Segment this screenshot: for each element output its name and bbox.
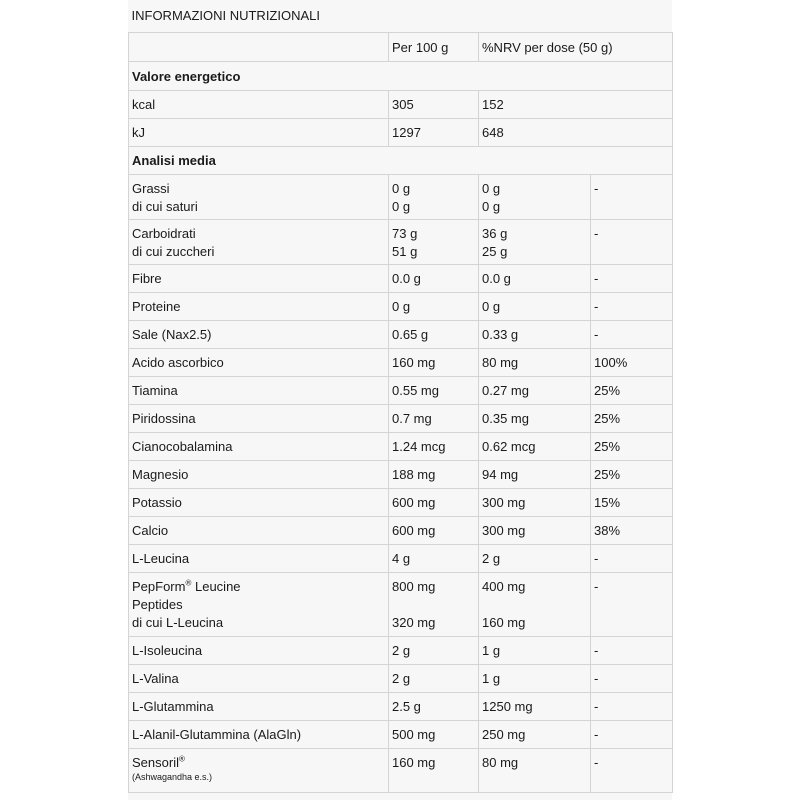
row-per100: 0.65 g <box>389 320 479 348</box>
table-row <box>129 748 673 792</box>
nutrition-table <box>128 0 673 793</box>
row-name: L-Isoleucina <box>129 636 389 664</box>
table-row <box>129 636 673 664</box>
row-name: PepForm® Leucine Peptides di cui L-Leucina <box>129 572 389 636</box>
row-name: kJ <box>129 118 389 146</box>
row-dose: 0.33 g <box>479 320 591 348</box>
table-title: INFORMAZIONI NUTRIZIONALI <box>129 0 673 32</box>
row-name: Sensoril® (Ashwagandha e.s.) <box>129 748 389 792</box>
section-energy: Valore energetico <box>129 61 673 90</box>
row-name: Proteine <box>129 292 389 320</box>
table-row <box>129 219 673 264</box>
row-pct: 25% <box>591 404 673 432</box>
table-row <box>129 432 673 460</box>
table-row <box>129 516 673 544</box>
row-pct: - <box>591 720 673 748</box>
row-per100: 4 g <box>389 544 479 572</box>
row-pct: 25% <box>591 376 673 404</box>
row-pct: 25% <box>591 460 673 488</box>
row-name: Carboidrati di cui zuccheri <box>129 219 389 264</box>
table-row <box>129 292 673 320</box>
row-per100: 800 mg 320 mg <box>389 572 479 636</box>
row-pct: 25% <box>591 432 673 460</box>
row-dose: 1 g <box>479 664 591 692</box>
row-per100: 0.7 mg <box>389 404 479 432</box>
row-name: L-Valina <box>129 664 389 692</box>
row-dose: 0.35 mg <box>479 404 591 432</box>
row-name: Potassio <box>129 488 389 516</box>
row-per100: 2.5 g <box>389 692 479 720</box>
row-dose: 0.62 mcg <box>479 432 591 460</box>
row-dose: 0 g 0 g <box>479 174 591 219</box>
row-dose: 400 mg 160 mg <box>479 572 591 636</box>
row-per100: 305 <box>389 90 479 118</box>
row-name: Grassi di cui saturi <box>129 174 389 219</box>
column-header-nrv: %NRV per dose (50 g) <box>479 32 673 61</box>
column-header-per100: Per 100 g <box>389 32 479 61</box>
row-name: Cianocobalamina <box>129 432 389 460</box>
table-row <box>129 720 673 748</box>
table-row <box>129 90 673 118</box>
row-name: Fibre <box>129 264 389 292</box>
table-row <box>129 348 673 376</box>
row-dose: 152 <box>479 90 673 118</box>
row-dose: 1250 mg <box>479 692 591 720</box>
row-per100: 0.55 mg <box>389 376 479 404</box>
table-row <box>129 264 673 292</box>
table-row <box>129 572 673 636</box>
table-row <box>129 692 673 720</box>
row-pct: - <box>591 572 673 636</box>
row-per100: 2 g <box>389 636 479 664</box>
table-row <box>129 664 673 692</box>
row-per100: 0.0 g <box>389 264 479 292</box>
table-row <box>129 376 673 404</box>
row-pct: - <box>591 292 673 320</box>
row-dose: 300 mg <box>479 488 591 516</box>
row-name: Sale (Nax2.5) <box>129 320 389 348</box>
row-per100: 160 mg <box>389 348 479 376</box>
row-per100: 73 g 51 g <box>389 219 479 264</box>
row-dose: 648 <box>479 118 673 146</box>
row-pct: 15% <box>591 488 673 516</box>
section-analysis: Analisi media <box>129 146 673 174</box>
row-dose: 0 g <box>479 292 591 320</box>
row-dose: 300 mg <box>479 516 591 544</box>
row-name: Tiamina <box>129 376 389 404</box>
table-row <box>129 118 673 146</box>
row-dose: 2 g <box>479 544 591 572</box>
row-pct: - <box>591 664 673 692</box>
row-per100: 0 g 0 g <box>389 174 479 219</box>
row-name: L-Leucina <box>129 544 389 572</box>
row-per100: 188 mg <box>389 460 479 488</box>
row-per100: 600 mg <box>389 516 479 544</box>
row-pct: - <box>591 264 673 292</box>
table-row <box>129 488 673 516</box>
row-pct: 38% <box>591 516 673 544</box>
row-name: Calcio <box>129 516 389 544</box>
row-pct: - <box>591 748 673 792</box>
header-empty-cell <box>129 32 389 61</box>
row-pct: - <box>591 636 673 664</box>
row-dose: 0.27 mg <box>479 376 591 404</box>
table-row <box>129 460 673 488</box>
row-per100: 160 mg <box>389 748 479 792</box>
row-per100: 0 g <box>389 292 479 320</box>
row-pct: - <box>591 544 673 572</box>
table-row <box>129 544 673 572</box>
row-per100: 1.24 mcg <box>389 432 479 460</box>
row-name: L-Glutammina <box>129 692 389 720</box>
row-dose: 94 mg <box>479 460 591 488</box>
row-dose: 80 mg <box>479 348 591 376</box>
row-dose: 250 mg <box>479 720 591 748</box>
row-dose: 80 mg <box>479 748 591 792</box>
table-row <box>129 174 673 219</box>
row-per100: 1297 <box>389 118 479 146</box>
row-pct: - <box>591 320 673 348</box>
row-dose: 1 g <box>479 636 591 664</box>
row-name: kcal <box>129 90 389 118</box>
row-per100: 600 mg <box>389 488 479 516</box>
row-name: L-Alanil-Glutammina (AlaGln) <box>129 720 389 748</box>
row-dose: 0.0 g <box>479 264 591 292</box>
row-name: Magnesio <box>129 460 389 488</box>
row-name: Piridossina <box>129 404 389 432</box>
row-pct: - <box>591 219 673 264</box>
row-name: Acido ascorbico <box>129 348 389 376</box>
table-row <box>129 404 673 432</box>
row-per100: 500 mg <box>389 720 479 748</box>
row-pct: - <box>591 174 673 219</box>
row-pct: 100% <box>591 348 673 376</box>
table-row <box>129 320 673 348</box>
row-pct: - <box>591 692 673 720</box>
row-per100: 2 g <box>389 664 479 692</box>
row-dose: 36 g 25 g <box>479 219 591 264</box>
